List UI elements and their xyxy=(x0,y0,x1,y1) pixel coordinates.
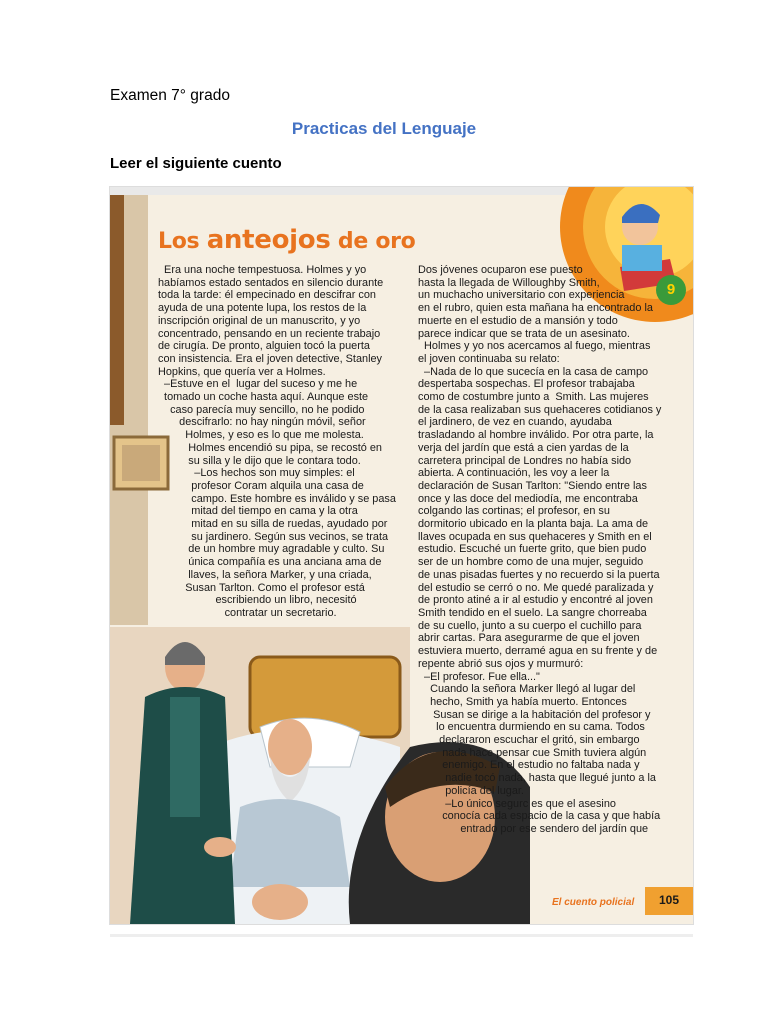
story-line: tomado un coche hasta aquí. Aunque este xyxy=(158,391,369,404)
story-line: el jardinero, de vez en cuando, ayudaba xyxy=(418,416,612,429)
story-line: Holmes y yo nos acercamos al fuego, mientras xyxy=(418,340,651,353)
story-right-column xyxy=(418,264,663,836)
story-line: carretera principal de Londres no había sido xyxy=(418,454,632,467)
story-line: parece indicar que se trata de un asesinato. xyxy=(418,327,630,340)
story-line: repente abrió sus ojos y murmuró: xyxy=(418,657,584,670)
unit-number: 9 xyxy=(666,281,676,298)
story-line: en el rubro, quien esta mañana ha encontrado la xyxy=(418,302,653,315)
story-line: escribiendo un libro, necesitó xyxy=(158,594,357,607)
story-line: abierta. A continuación, les voy a leer la xyxy=(418,467,610,480)
story-line: mitad en su silla de ruedas, ayudado por xyxy=(158,518,388,531)
story-line: el joven continuaba su relato: xyxy=(418,352,560,365)
textbook-page-image xyxy=(110,187,693,924)
story-line: policía del lugar. xyxy=(418,784,524,797)
story-line: dormitorio ubicado en la planta baja. La ama de xyxy=(418,518,649,531)
story-left-column xyxy=(158,264,398,620)
story-line: lo encuentra durmiendo en su cama. Todos xyxy=(418,721,645,734)
story-line: toda la tarde: él empecinado en descifrar con xyxy=(158,289,376,302)
story-title xyxy=(158,225,416,255)
story-line: Smith tendido en el suelo. La sangre chorreaba xyxy=(418,606,647,619)
story-line: de un hombre muy agradable y culto. Su xyxy=(158,543,385,556)
story-line: con insistencia. Era el joven detective, Stanley xyxy=(158,352,382,365)
story-line: de su cuello, junto a su cuerpo el cuchillo para xyxy=(418,619,642,632)
story-line: profesor Coram alquila una casa de xyxy=(158,479,364,492)
instruction-text: Leer el siguiente cuento xyxy=(110,155,282,172)
story-line: –Los hechos son muy simples: el xyxy=(158,467,355,480)
story-line: su jardinero. Según sus vecinos, se trata xyxy=(158,530,389,543)
exam-title: Examen 7° grado xyxy=(110,87,230,104)
section-footer-label: El cuento policial xyxy=(552,897,635,908)
story-line: contratar un secretario. xyxy=(158,606,337,619)
story-line: de unas pisadas fuertes y no recuerdo si la puerta xyxy=(418,568,660,581)
story-line: estudio. Escuché un fuerte grito, que bien pudo xyxy=(418,543,647,556)
story-line: conocía cada espacio de la casa y que había xyxy=(418,810,661,823)
story-line: un muchacho universitario con experiencia xyxy=(418,289,625,302)
story-line: única compañía es una anciana ama de xyxy=(158,556,382,569)
story-line: de pronto atiné a ir al estudio y encontré al joven xyxy=(418,594,653,607)
story-line: caso parecía muy sencillo, no he podido xyxy=(158,403,365,416)
story-title-prefix: Los xyxy=(158,229,207,254)
story-line: concentrado, pensando en un reciente trabajo xyxy=(158,327,381,340)
story-line: su silla y le dijo que le contara todo. xyxy=(158,454,361,467)
story-line: nadie tocó nada, hasta que llegué junto a la xyxy=(418,772,656,785)
story-line: entrado por ese sendero del jardín que xyxy=(418,822,649,835)
story-line: –Estuve en el lugar del suceso y me he xyxy=(158,378,358,391)
page-bottom-divider xyxy=(110,934,693,937)
story-line: de la casa realizaban sus quehaceres cotidianos y xyxy=(418,403,662,416)
story-line: muerte en el estudio de a mansión y todo xyxy=(418,314,618,327)
story-line: hecho, Smith ya había muerto. Entonces xyxy=(418,695,627,708)
story-line: estuviera muerto, derramé agua en su frente y de xyxy=(418,645,658,658)
story-line: Holmes, y eso es lo que me molesta. xyxy=(158,429,364,442)
story-line: colgando las cortinas; el profesor, en su xyxy=(418,505,610,518)
story-line: nada hace pensar cue Smith tuviera algún xyxy=(418,746,647,759)
story-line: Hopkins, que quería ver a Holmes. xyxy=(158,365,326,378)
story-line: mitad del tiempo en cama y la otra xyxy=(158,505,358,518)
story-line: –Lo único segurc es que el asesino xyxy=(418,797,616,810)
story-line: llaves ocupada en sus quehaceres y Smith en el xyxy=(418,530,652,543)
story-line: verja del jardín que está a cien yardas de la xyxy=(418,441,629,454)
story-line: hasta la llegada de Willoughby Smith, xyxy=(418,276,600,289)
story-line: inscripción original de un manuscrito, y yo xyxy=(158,314,361,327)
story-line: Holmes encendió su pipa, se recostó en xyxy=(158,441,382,454)
story-line: habíamos estado sentados en silencio durante xyxy=(158,276,384,289)
story-line: Susan Tarlton. Como el profesor está xyxy=(158,581,365,594)
story-line: llaves, la señora Marker, y una criada, xyxy=(158,568,372,581)
story-line: despertaba sospechas. El profesor trabajaba xyxy=(418,378,635,391)
story-line: del estudio se cerró o no. Me quedé paralizada y xyxy=(418,581,654,594)
story-line: declararon escuchar el gritó, sin embargo xyxy=(418,734,640,747)
story-line: abrir cartas. Para asegurarme de que el joven xyxy=(418,632,640,645)
story-line: Era una noche tempestuosa. Holmes y yo xyxy=(158,264,367,276)
story-line: descifrarlo: no hay ningún móvil, señor xyxy=(158,416,366,429)
story-title-big: anteojos xyxy=(206,225,331,255)
story-line: como de costumbre junto a Smith. Las mujeres xyxy=(418,391,649,404)
page-number: 105 xyxy=(658,893,680,907)
story-line: campo. Este hombre es inválido y se pasa xyxy=(158,492,396,505)
story-line: enemigo. En el estudio no faltaba nada y xyxy=(418,759,640,772)
story-line: ser de un hombre como de una mujer, seguido xyxy=(418,556,644,569)
story-line: –Nada de lo que sucecía en la casa de campo xyxy=(418,365,649,378)
subject-heading: Practicas del Lenguaje xyxy=(291,119,477,138)
story-line: trasladando al hombre inválido. Por otra parte, la xyxy=(418,429,654,442)
story-line: de cirugía. De pronto, alguien tocó la puerta xyxy=(158,340,370,353)
story-line: declaración de Susan Tarlton: "Siendo entre las xyxy=(418,479,647,492)
story-line: –El profesor. Fue ella..." xyxy=(418,670,540,683)
story-line: Dos jóvenes ocuparon ese puesto xyxy=(418,264,583,276)
story-line: ayuda de una potente lupa, los restos de la xyxy=(158,302,367,315)
story-line: once y las doce del mediodía, me encontraba xyxy=(418,492,638,505)
story-title-suffix: de oro xyxy=(330,229,416,254)
story-line: Susan se dirige a la habitación del profesor y xyxy=(418,708,651,721)
story-line: Cuando la señora Marker llegó al lugar del xyxy=(418,683,636,696)
